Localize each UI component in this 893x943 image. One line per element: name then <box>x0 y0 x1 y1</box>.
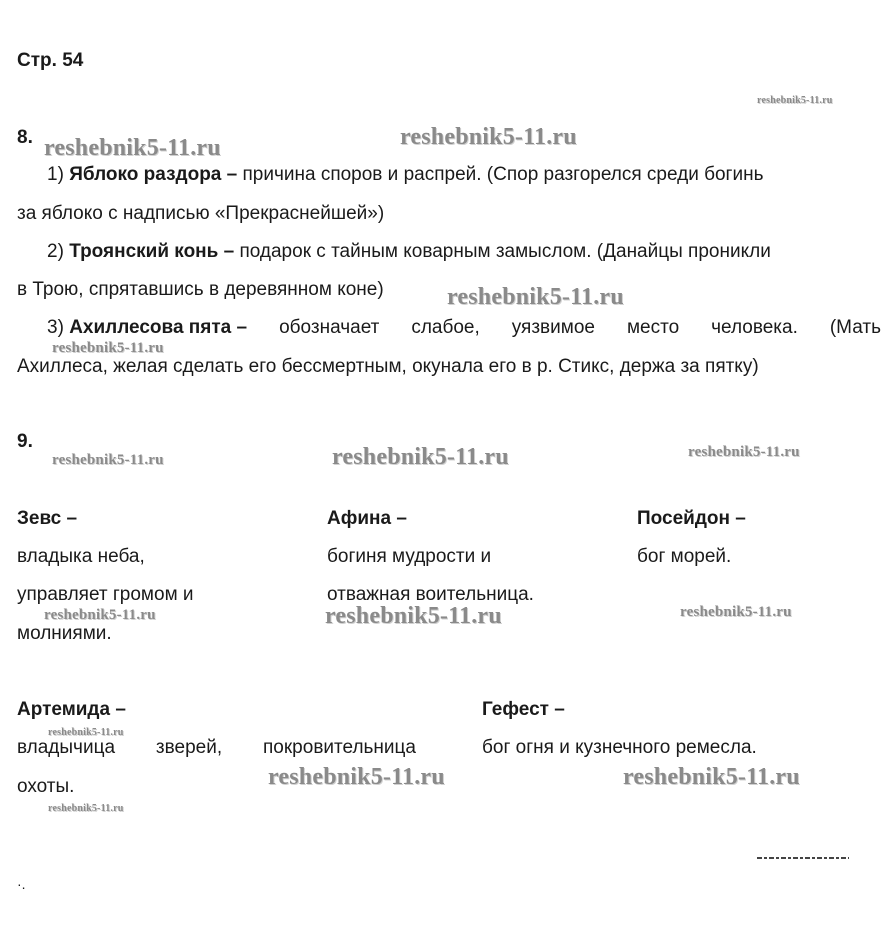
watermark: reshebnik5-11.ru <box>447 284 624 310</box>
word: (Мать <box>829 317 881 338</box>
clipped-text-fragment <box>757 854 849 860</box>
item-number: 1) <box>47 164 64 185</box>
watermark: reshebnik5-11.ru <box>52 452 164 468</box>
word: владычица <box>17 737 116 758</box>
idiom-term: Троянский конь – <box>69 241 235 262</box>
task-8-number: 8. <box>17 127 33 148</box>
word: обозначает <box>279 317 380 338</box>
word: покровительница <box>263 737 416 758</box>
god-desc-zeus-3: молниями. <box>17 623 112 644</box>
watermark: reshebnik5-11.ru <box>268 764 445 790</box>
word: слабое, <box>411 317 480 338</box>
god-desc-athena-1: богиня мудрости и <box>327 546 492 567</box>
god-desc-artemis-2: охоты. <box>17 776 75 797</box>
watermark: reshebnik5-11.ru <box>332 444 509 470</box>
idiom-definition: подарок с тайным коварным замыслом. (Данайцы проникли <box>239 241 771 262</box>
god-desc-zeus-1: владыка неба, <box>17 546 145 567</box>
watermark: reshebnik5-11.ru <box>400 124 577 150</box>
watermark: reshebnik5-11.ru <box>623 764 800 790</box>
task-9-number: 9. <box>17 431 33 452</box>
word: уязвимое <box>511 317 595 338</box>
idiom-definition: причина споров и распрей. (Спор разгорелся среди богинь <box>242 164 764 185</box>
item-number: 2) <box>47 241 64 262</box>
god-name-artemis: Артемида – <box>17 699 126 720</box>
god-name-hephaestus: Гефест – <box>482 699 565 720</box>
god-name-athena: Афина – <box>327 508 407 529</box>
god-desc-zeus-2: управляет громом и <box>17 584 194 605</box>
idiom-term: Яблоко раздора – <box>69 164 238 185</box>
god-name-zeus: Зевс – <box>17 508 78 529</box>
footer-fragment: ·. <box>17 876 26 892</box>
god-name-poseidon: Посейдон – <box>637 508 746 529</box>
god-desc-poseidon-1: бог морей. <box>637 546 732 567</box>
task-8-item-3-line-2: Ахиллеса, желая сделать его бессмертным, окунала его в р. Стикс, держа за пятку) <box>17 356 759 377</box>
task-8-item-2-line-1 <box>47 242 771 261</box>
watermark: reshebnik5-11.ru <box>757 95 833 106</box>
watermark: reshebnik5-11.ru <box>48 727 124 738</box>
watermark: reshebnik5-11.ru <box>44 135 221 161</box>
word: человека. <box>711 317 798 338</box>
task-8-item-3-line-1 <box>17 318 881 337</box>
watermark: reshebnik5-11.ru <box>44 607 156 623</box>
page-reference: Стр. 54 <box>17 50 84 71</box>
word: место <box>626 317 680 338</box>
god-desc-hephaestus-1: бог огня и кузнечного ремесла. <box>482 737 757 758</box>
watermark: reshebnik5-11.ru <box>680 604 792 620</box>
god-desc-athena-2: отважная воительница. <box>327 584 534 605</box>
watermark: reshebnik5-11.ru <box>52 340 164 356</box>
watermark: reshebnik5-11.ru <box>325 603 502 629</box>
item-number: 3) <box>47 317 64 338</box>
god-desc-artemis-1 <box>17 738 416 757</box>
item-lead <box>17 318 247 337</box>
word: зверей, <box>155 737 223 758</box>
idiom-term: Ахиллесова пята – <box>69 317 248 338</box>
watermark: reshebnik5-11.ru <box>48 803 124 814</box>
task-8-item-1-line-1 <box>47 165 764 184</box>
task-8-item-2-line-2: в Трою, спрятавшись в деревянном коне) <box>17 279 384 300</box>
task-8-item-1-line-2: за яблоко с надписью «Прекраснейшей») <box>17 203 385 224</box>
watermark: reshebnik5-11.ru <box>688 444 800 460</box>
